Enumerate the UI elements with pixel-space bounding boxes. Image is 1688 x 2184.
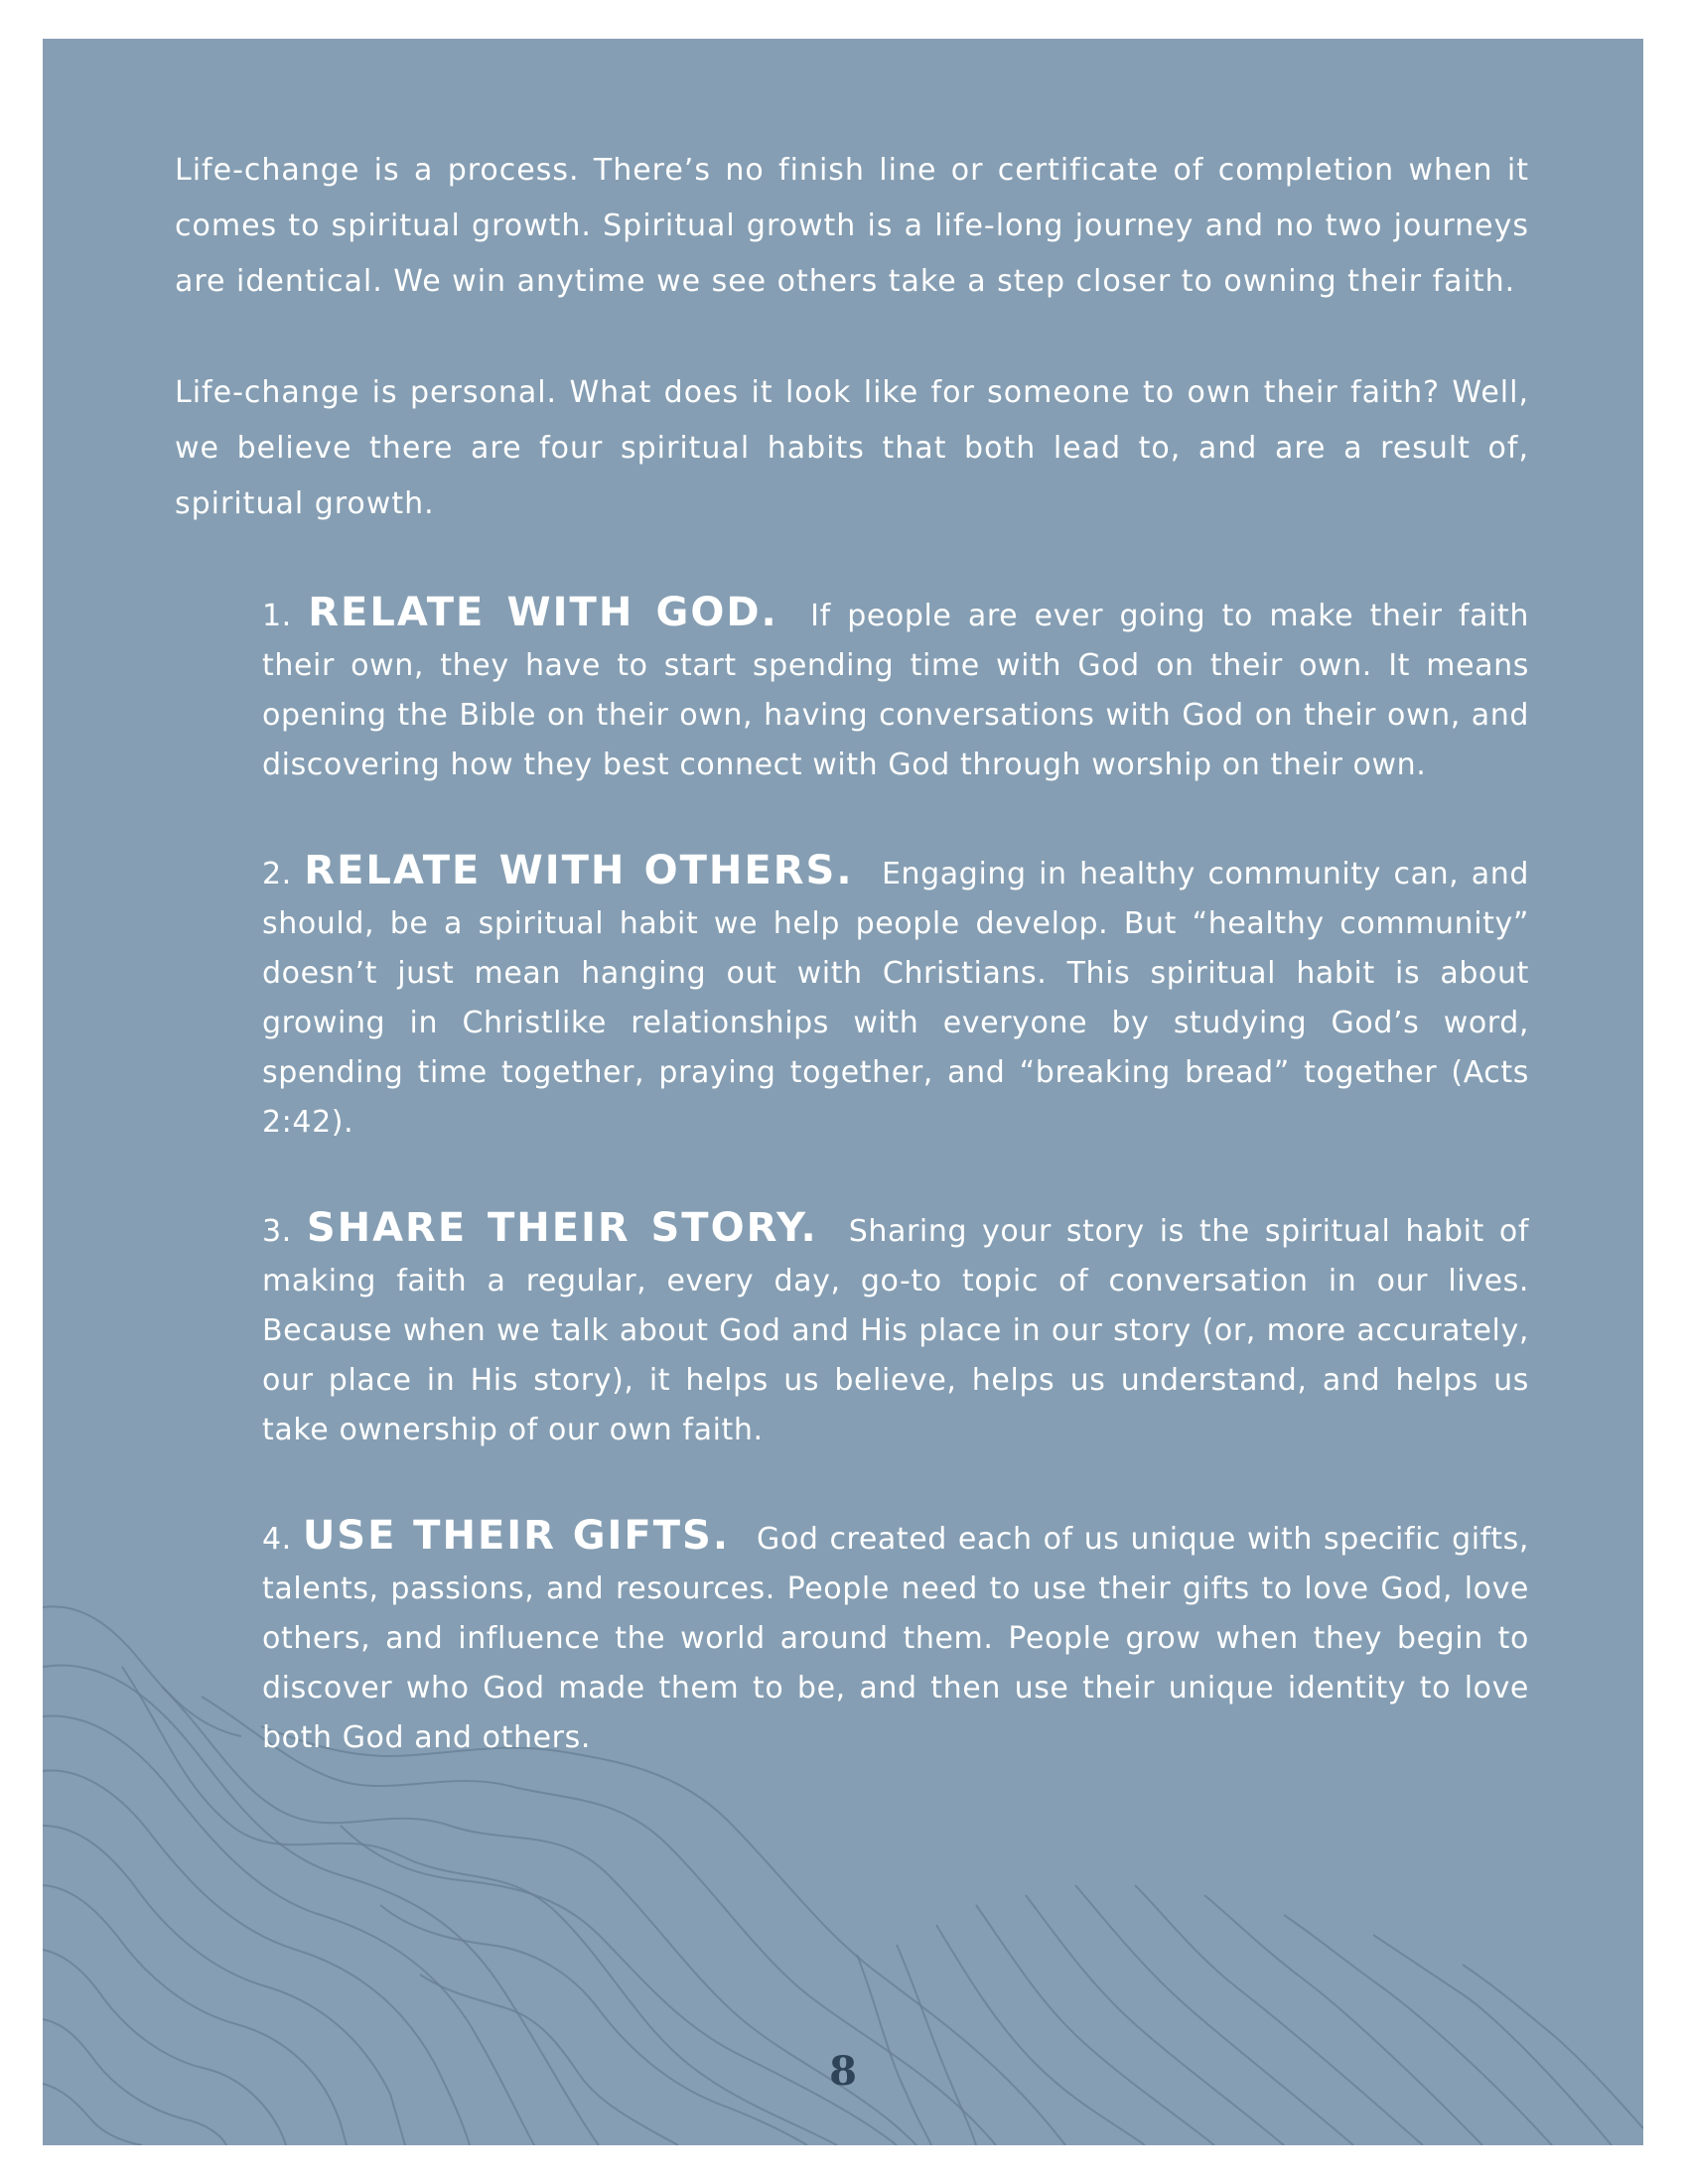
- habit-title: USE THEIR GIFTS.: [302, 1513, 731, 1559]
- habit-title: SHARE THEIR STORY.: [306, 1205, 818, 1251]
- habit-number: 2.: [262, 857, 292, 891]
- habit-text: Engaging in healthy community can, and should, be a spiritual habit we help people develop. But “healthy community” doesn’t just mean hanging out with Christians. This spiritual habit is about growing in Christlike relationships with everyone by studying God’s word, spending time together, praying together, and “breaking bread” together (Acts 2:42).: [262, 857, 1530, 1140]
- habit-number: 4.: [262, 1522, 292, 1557]
- page-content: [175, 143, 1529, 1819]
- habit-text: If people are ever going to make their faith their own, they have to start spending time with God on their own. It means opening the Bible on their own, having conversations with God on their own, and discovering how they best connect with God through worship on their own.: [262, 599, 1529, 782]
- habit-title: RELATE WITH OTHERS.: [304, 848, 854, 893]
- habit-item: [262, 1511, 1529, 1763]
- habit-list: [262, 588, 1529, 1763]
- habit-item: [262, 588, 1529, 790]
- content-panel: [43, 39, 1643, 2145]
- habit-number: 1.: [262, 599, 292, 633]
- habit-text: Sharing your story is the spiritual habit of making faith a regular, every day, go-to topic of conversation in our lives. Because when we talk about God and His place in our story (or, more accurately, our place in His story), it helps us believe, helps us understand, and helps us take ownership of our own faith.: [262, 1214, 1530, 1447]
- habit-number: 3.: [262, 1214, 292, 1249]
- habit-title: RELATE WITH GOD.: [308, 590, 778, 635]
- habit-item: [262, 1203, 1529, 1455]
- intro-paragraph-personal: Life-change is personal. What does it look like for someone to own their faith? Well, we believe there are four spiritual habits that both lead to, and are a result of, spiritual growth.: [175, 375, 1529, 521]
- page-number: 8: [829, 2048, 857, 2095]
- intro-paragraph-process: Life-change is a process. There’s no finish line or certificate of completion when it comes to spiritual growth. Spiritual growth is a life-long journey and no two journeys are identical. We win anytime we see others take a step closer to owning their faith.: [175, 153, 1529, 299]
- habit-item: [262, 846, 1529, 1148]
- habit-text: God created each of us unique with specific gifts, talents, passions, and resources. People need to use their gifts to love God, love others, and influence the world around them. People grow when they begin to discover who God made them to be, and then use their unique identity to love both God and others.: [262, 1522, 1530, 1755]
